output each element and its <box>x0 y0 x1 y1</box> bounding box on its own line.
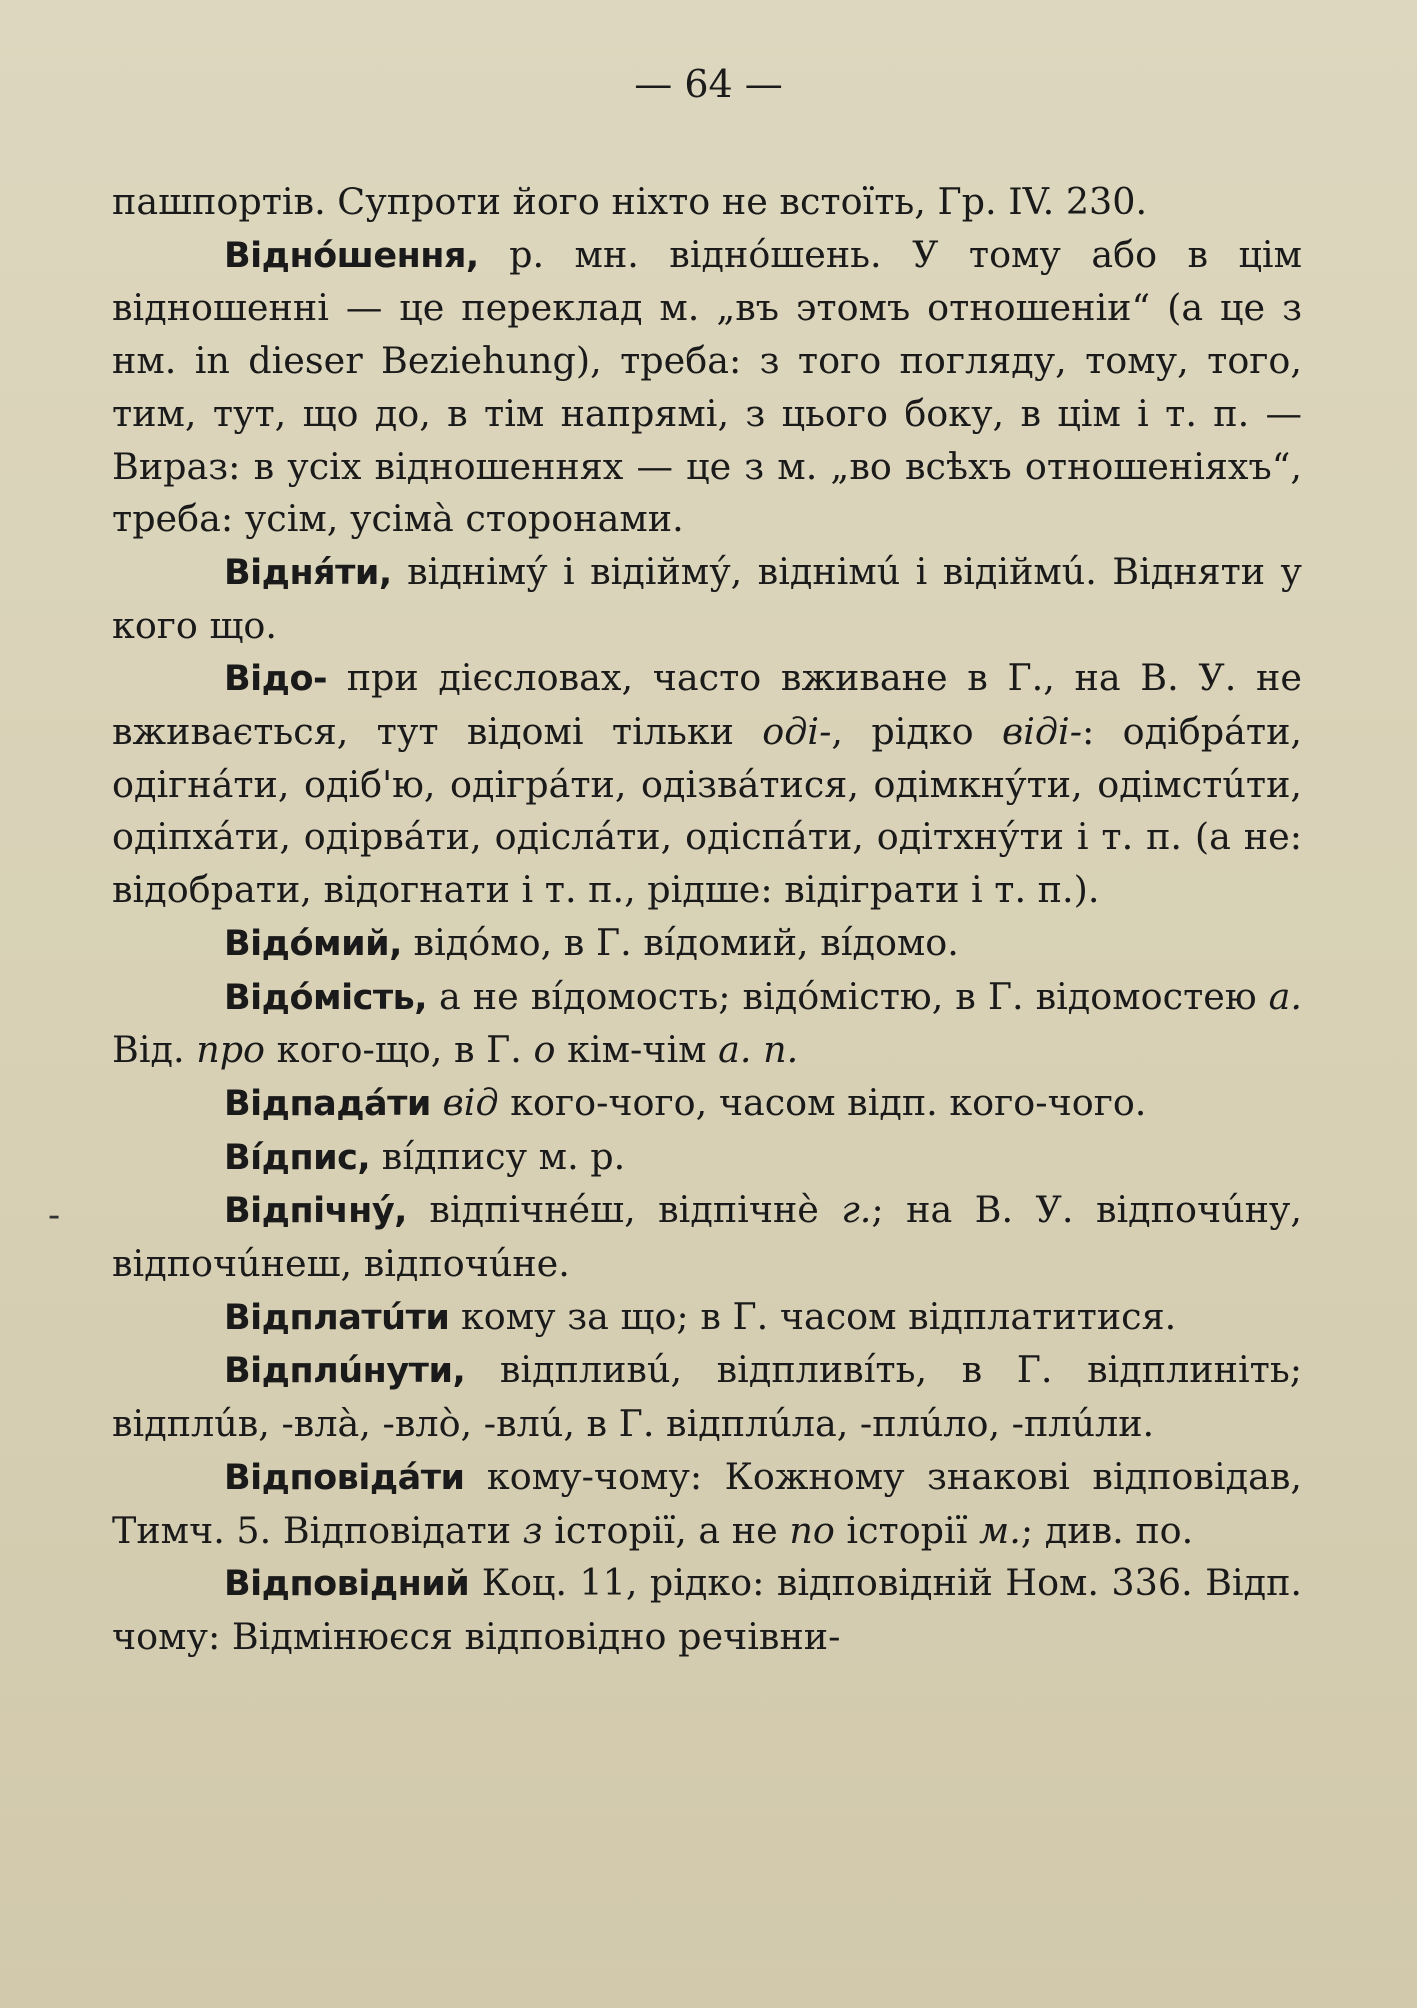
entry-text: історії <box>834 1508 979 1552</box>
entry-text: р. мн. віднóшень. У тому або в цім відношенні — це переклад м. „въ этомъ отношеніи“ (а це з нм. in dieser Beziehung), треба: з того погляду, тому, того, тим, тут, що до, в тім напрямі, з цього боку, в цім і т. п. — Вираз: в усіх відношеннях — це з м. „во всѣхъ отношеніяхъ“, треба: усім, усімà сторонами. <box>112 232 1302 541</box>
italic-text: о <box>533 1028 556 1072</box>
dictionary-entry <box>112 971 1302 1077</box>
entry-text: кому-чому: Кожному знакові відповідав, Тимч. 5. Відповідати <box>112 1454 1302 1552</box>
dictionary-entry <box>112 1077 1302 1131</box>
headword: Відня́ти, <box>224 552 392 593</box>
headword: Вíдпис, <box>224 1137 371 1178</box>
entry-text: , рідко <box>831 710 1002 754</box>
italic-text: віді- <box>1001 710 1083 754</box>
dictionary-entry <box>112 1451 1302 1557</box>
entry-text: відпічнéш, відпічнè <box>406 1188 842 1232</box>
entry-text: відóмо, в Г. вíдомий, вíдомо. <box>401 920 959 964</box>
headword: Відплúнути, <box>224 1351 466 1392</box>
headword: Відпічну́, <box>224 1191 407 1232</box>
entry-text: при дієсловах, часто вживане в Г., на В. У. не вживається, тут відомі тільки <box>112 656 1302 754</box>
italic-text: по <box>789 1508 835 1552</box>
italic-text: а. п. <box>718 1028 799 1072</box>
margin-mark: - <box>48 1195 61 1236</box>
entry-text: ; на В. У. відпочúну, відпочúнеш, відпочúне. <box>112 1188 1302 1286</box>
entry-text: пашпортів. Супроти його ніхто не встоїть, Гр. IV. 230. <box>112 180 1148 223</box>
dictionary-entry <box>112 1184 1302 1290</box>
dictionary-entry <box>112 546 1302 652</box>
entry-text: Від. <box>112 1028 197 1072</box>
italic-text: з <box>522 1508 543 1552</box>
dictionary-entry <box>112 1131 1302 1185</box>
dictionary-entry <box>112 1557 1302 1663</box>
italic-text: а. <box>1268 974 1302 1018</box>
headword: Відповідний <box>224 1564 470 1605</box>
dictionary-entry <box>112 1344 1302 1450</box>
headword: Відплатúти <box>224 1297 450 1338</box>
entry-text: відніму́ і відійму́, віднімú і відіймú. Відняти у кого що. <box>112 549 1302 647</box>
headword: Відóмість, <box>224 977 428 1018</box>
entry-text: кого-що, в Г. <box>265 1028 534 1072</box>
italic-text: від <box>442 1080 499 1124</box>
headword: Віднóшення, <box>224 235 479 276</box>
entry-text: а не вíдомость; відóмістю, в Г. відомостею <box>427 974 1269 1018</box>
italic-text: про <box>196 1028 266 1072</box>
entry-text: відпливú, відпливíть, в Г. відплиніть; відплúв, -влà, -влò, -влú, в Г. відплúла, -плúло, -плúли. <box>112 1348 1302 1446</box>
headword: Відповідáти <box>224 1457 465 1498</box>
italic-text: оді- <box>762 710 832 754</box>
entry-text: кого-чого, часом відп. кого-чого. <box>498 1080 1147 1124</box>
continued-paragraph <box>112 176 1302 229</box>
entry-text: кім-чім <box>555 1028 719 1072</box>
entry-text: кому за що; в Г. часом відплатитися. <box>449 1294 1177 1338</box>
dictionary-entry <box>112 229 1302 546</box>
entry-text: ; див. по. <box>1020 1508 1194 1552</box>
entry-text: : одібрáти, одігнáти, одіб'ю, одігрáти, одізвáтися, одімкну́ти, одімстúти, одіпхáти, одірвáти, одіслáти, одіспáти, одітхну́ти і т. п. (а не: відобрати, відогнати і т. п., рідше: відіграти і т. п.). <box>112 710 1302 912</box>
dictionary-entry <box>112 1291 1302 1345</box>
italic-text: г. <box>841 1188 872 1232</box>
page-number: — 64 — <box>634 62 783 106</box>
entry-text: Коц. 11, рідко: відповідній Ном. 336. Відп. чому: Відмінюєся відповідно речівни- <box>112 1561 1302 1658</box>
entry-text <box>431 1081 443 1124</box>
entry-text: вíдпису м. р. <box>370 1134 626 1178</box>
headword: Відпадáти <box>224 1083 431 1124</box>
headword: Відóмий, <box>224 923 402 964</box>
dictionary-entry <box>112 652 1302 917</box>
italic-text: м. <box>979 1508 1021 1552</box>
dictionary-entry <box>112 917 1302 971</box>
headword: Відо- <box>224 659 328 700</box>
dictionary-text <box>112 176 1302 1664</box>
entry-text: історії, а не <box>542 1508 790 1552</box>
